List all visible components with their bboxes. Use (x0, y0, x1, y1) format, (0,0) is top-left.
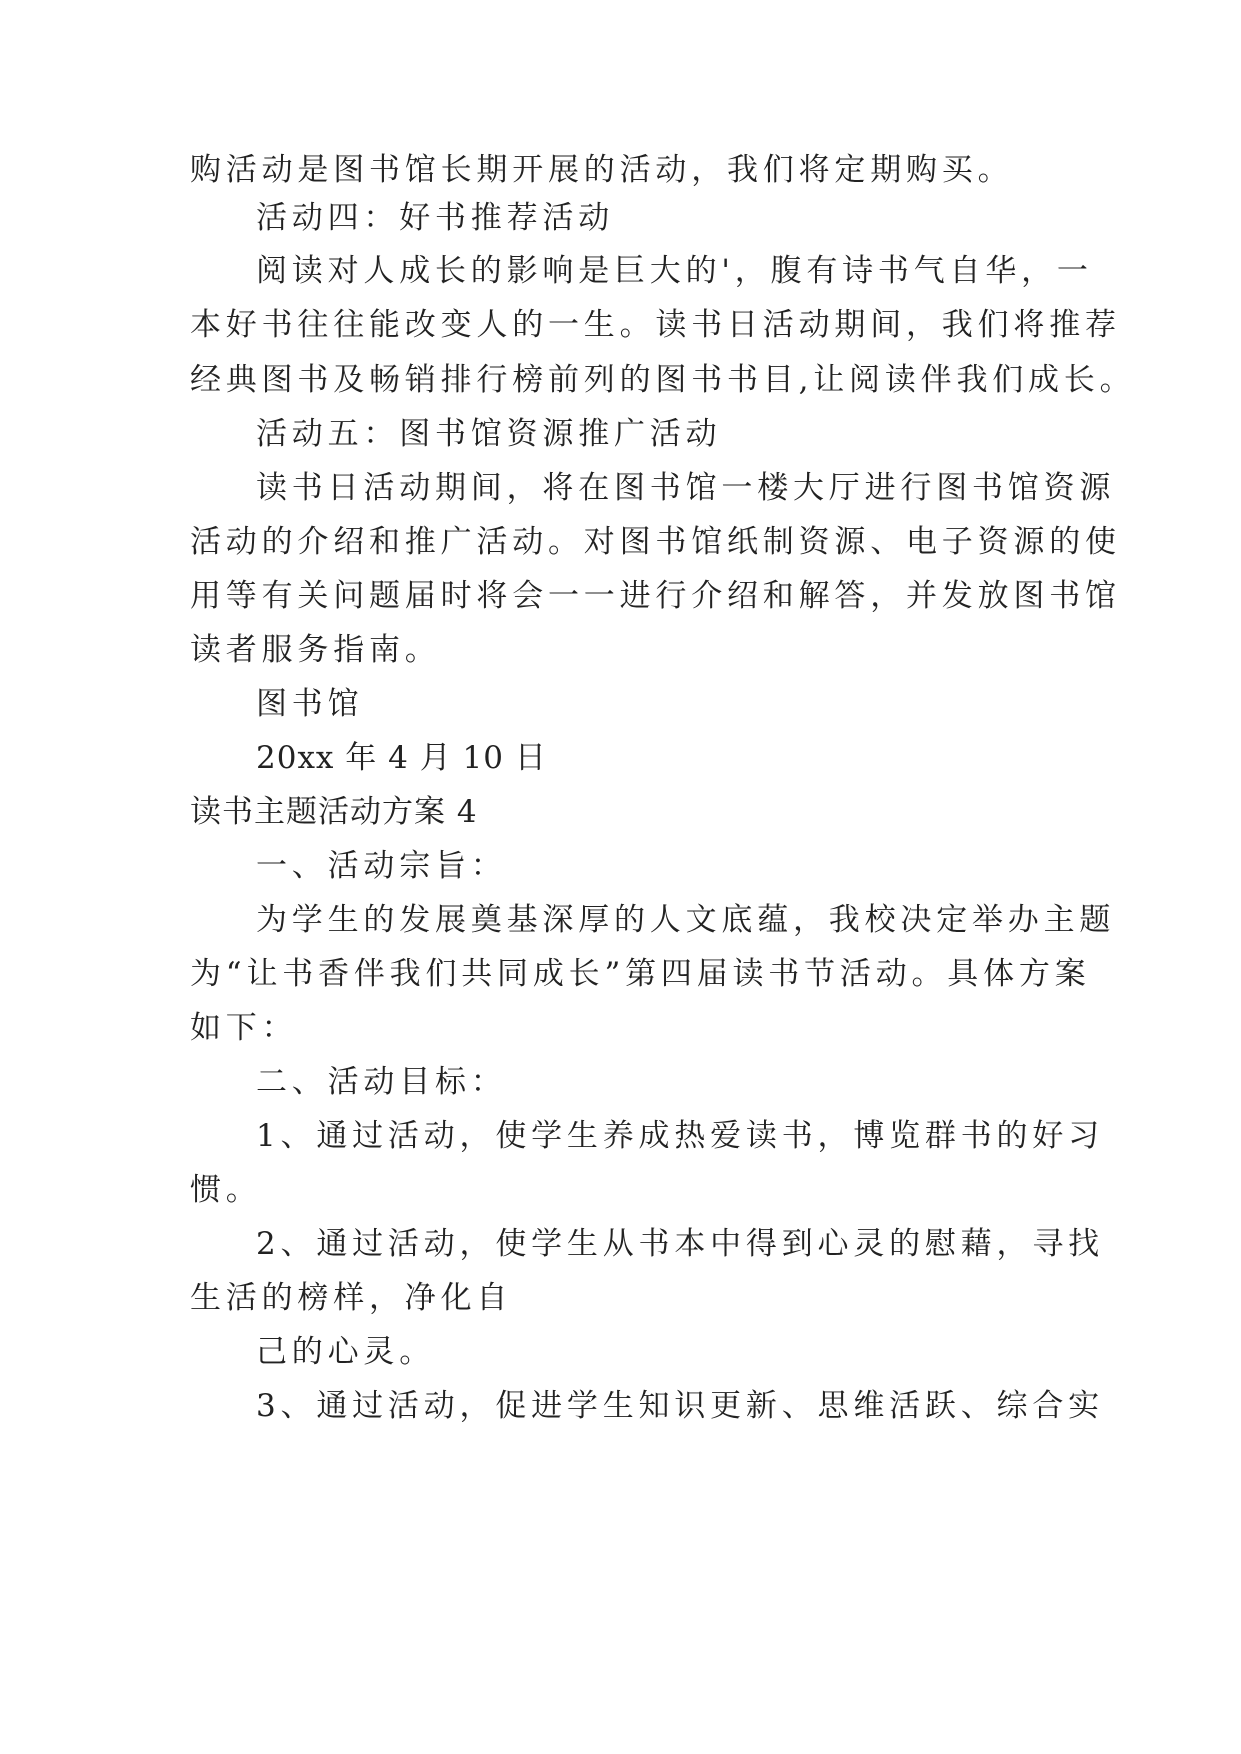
list-item-continuation: 己的心灵。 (256, 1334, 435, 1370)
paragraph-line: 读书日活动期间，将在图书馆一楼大厅进行图书馆资源 (256, 470, 1116, 506)
section-heading: 二、活动目标： (256, 1064, 507, 1100)
section-heading: 活动五：图书馆资源推广活动 (256, 416, 722, 452)
paragraph-line: 活动的介绍和推广活动。对图书馆纸制资源、电子资源的使 (190, 524, 1121, 560)
section-heading: 活动四：好书推荐活动 (256, 200, 614, 236)
list-item: 1、通过活动，使学生养成热爱读书，博览群书的好习 (256, 1118, 1104, 1154)
signature-date: 20xx 年 4 月 10 日 (256, 740, 547, 776)
paragraph-line: 购活动是图书馆长期开展的活动，我们将定期购买。 (190, 152, 1014, 188)
paragraph-line: 阅读对人成长的影响是巨大的'，腹有诗书气自华，一 (256, 253, 1093, 289)
paragraph-line: 用等有关问题届时将会一一进行介绍和解答，并发放图书馆 (190, 578, 1121, 614)
paragraph-line: 读者服务指南。 (190, 632, 441, 668)
document-title: 读书主题活动方案 4 (190, 794, 478, 830)
paragraph-line: 如下： (190, 1010, 298, 1046)
paragraph-line: 经典图书及畅销排行榜前列的图书书目,让阅读伴我们成长。 (190, 362, 1136, 398)
list-item-continuation: 生活的榜样，净化自 (190, 1280, 513, 1316)
paragraph-line: 为“让书香伴我们共同成长”第四届读书节活动。具体方案 (190, 956, 1091, 992)
signature-org: 图书馆 (256, 686, 364, 722)
paragraph-line: 为学生的发展奠基深厚的人文底蕴，我校决定举办主题 (256, 902, 1116, 938)
paragraph-line: 本好书往往能改变人的一生。读书日活动期间，我们将推荐 (190, 307, 1121, 343)
list-item: 3、通过活动，促进学生知识更新、思维活跃、综合实 (256, 1388, 1104, 1424)
section-heading: 一、活动宗旨： (256, 848, 507, 884)
list-item: 2、通过活动，使学生从书本中得到心灵的慰藉，寻找 (256, 1226, 1104, 1262)
list-item-continuation: 惯。 (190, 1172, 262, 1208)
